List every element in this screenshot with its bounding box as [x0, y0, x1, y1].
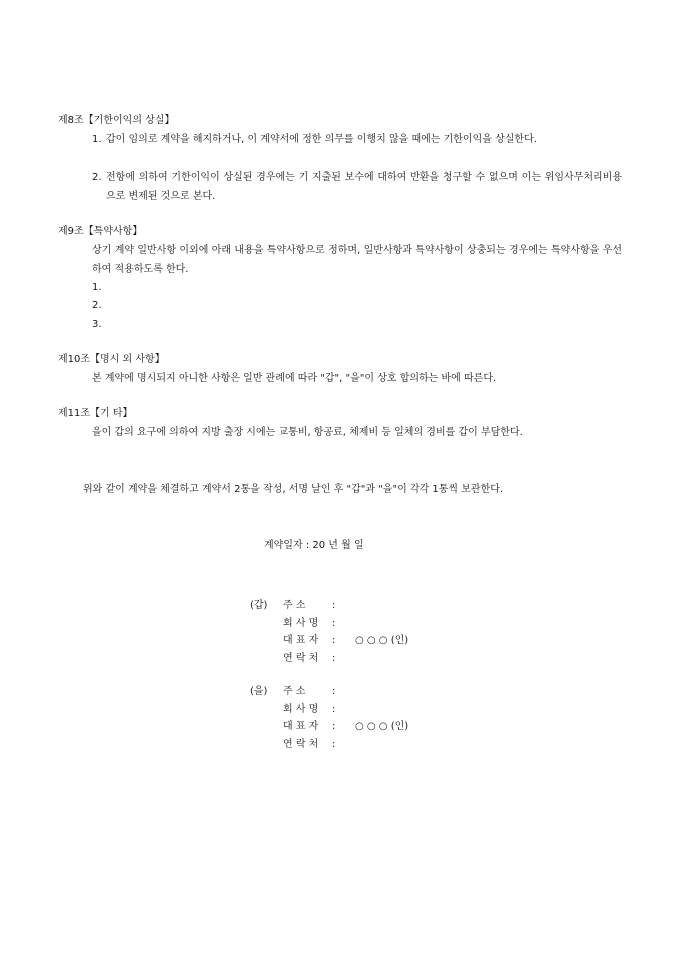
article-11-title: 제11조【기 타】 — [58, 408, 133, 419]
article-8-title: 제8조【기한이익의 상실】 — [58, 115, 175, 126]
item-number: 1. — [92, 134, 102, 145]
field-label: 회 사 명 — [283, 704, 319, 715]
article-8-item-1 — [92, 130, 622, 149]
party-label: (을) — [250, 686, 268, 697]
field-label: 연 락 처 — [283, 653, 319, 664]
field-colon: : — [332, 600, 336, 611]
item-text: 갑이 임의로 계약을 해지하거나, 이 계약서에 정한 의무를 이행치 않을 때에는 기한이익을 상실한다. — [106, 134, 537, 145]
field-label: 회 사 명 — [283, 618, 319, 629]
special-item-1: 1. — [92, 282, 102, 293]
field-label: 주 소 — [283, 686, 306, 697]
article-8-item-2 — [92, 168, 622, 206]
field-colon: : — [332, 618, 336, 629]
item-text: 전항에 의하여 기한이익이 상실된 경우에는 기 지출된 보수에 대하여 반환을 청구할 수 없으며 이는 위임사무처리비용으로 변제된 것으로 본다. — [106, 172, 622, 202]
article-10-title: 제10조【명시 외 사항】 — [58, 354, 165, 365]
item-number: 2. — [92, 172, 102, 183]
field-value: ○ ○ ○ (인) — [355, 635, 409, 646]
article-11-text: 을이 갑의 요구에 의하여 지방 출장 시에는 교통비, 항공료, 체제비 등 일체의 경비를 갑이 부담한다. — [92, 427, 523, 438]
closing-statement: 위와 같이 계약을 체결하고 계약서 2통을 작성, 서명 날인 후 "갑"과 "을"이 각각 1통씩 보관한다. — [83, 484, 504, 495]
field-colon: : — [332, 653, 336, 664]
special-item-3: 3. — [92, 319, 102, 330]
field-value: ○ ○ ○ (인) — [355, 721, 409, 732]
special-item-2: 2. — [92, 300, 102, 311]
contract-date: 계약일자 : 20 년 월 일 — [264, 540, 364, 551]
field-colon: : — [332, 739, 336, 750]
article-10-text: 본 계약에 명시되지 아니한 사항은 일반 관례에 따라 "갑", "을"이 상호 합의하는 바에 따른다. — [92, 373, 497, 384]
field-label: 연 락 처 — [283, 739, 319, 750]
party-label: (갑) — [250, 600, 268, 611]
field-colon: : — [332, 686, 336, 697]
article-9-text: 상기 계약 일반사항 이외에 아래 내용을 특약사항으로 정하며, 일반사항과 특약사항이 상충되는 경우에는 특약사항을 우선하여 적용하도록 한다. — [92, 245, 622, 275]
article-9-title: 제9조【특약사항】 — [58, 226, 143, 237]
field-label: 대 표 자 — [283, 721, 319, 732]
field-label: 주 소 — [283, 600, 306, 611]
field-label: 대 표 자 — [283, 635, 319, 646]
field-colon: : — [332, 704, 336, 715]
field-colon: : — [332, 635, 336, 646]
field-colon: : — [332, 721, 336, 732]
